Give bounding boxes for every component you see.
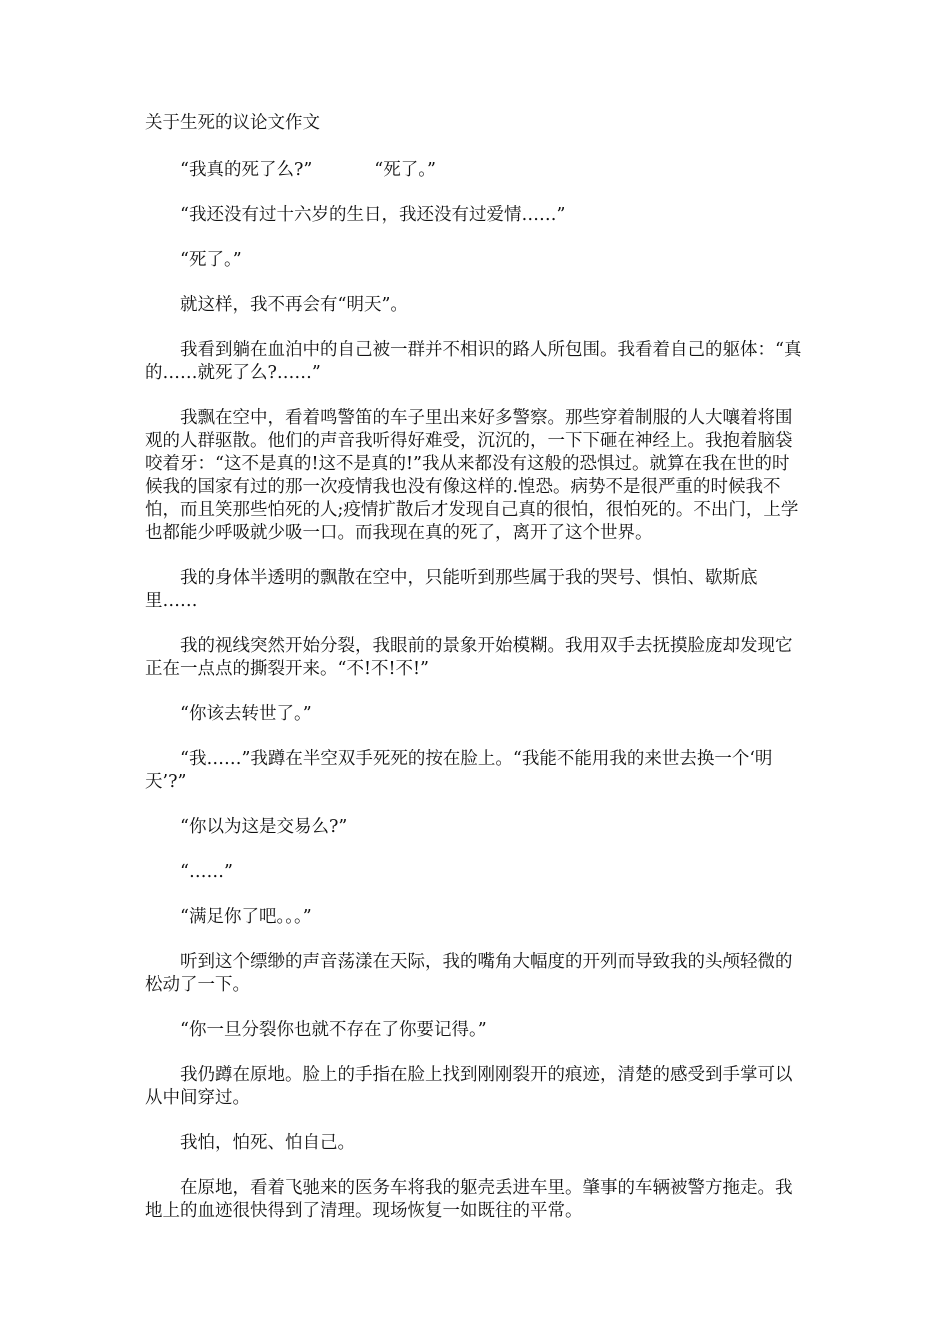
paragraph-16: 我仍蹲在原地。脸上的手指在脸上找到刚刚裂开的痕迹，清楚的感受到手掌可以从中间穿过。 xyxy=(145,1065,793,1108)
paragraph-5: 我看到躺在血泊中的自己被一群并不相识的路人所包围。我看着自己的躯体：“真的……就死了么?……” xyxy=(145,340,802,383)
dialogue-reply: “死了。” xyxy=(374,160,436,180)
paragraph-4: 就这样，我不再会有“明天”。 xyxy=(180,295,408,315)
document-body xyxy=(145,112,805,1245)
paragraph-14: 听到这个缥缈的声音荡漾在天际，我的嘴角大幅度的开列而导致我的头颅轻微的松动了一下。 xyxy=(145,952,793,995)
paragraph-8: 我的视线突然开始分裂，我眼前的景象开始模糊。我用双手去抚摸脸庞却发现它正在一点点的撕裂开来。“不!不!不!” xyxy=(145,636,793,679)
paragraph-10: “我……”我蹲在半空双手死死的按在脸上。“我能不能用我的来世去换一个‘明天’?” xyxy=(145,749,773,792)
paragraph-15: “你一旦分裂你也就不存在了你要记得。” xyxy=(180,1020,487,1040)
paragraph-7: 我的身体半透明的飘散在空中，只能听到那些属于我的哭号、惧怕、歇斯底里…… xyxy=(145,568,758,611)
paragraph-17: 我怕，怕死、怕自己。 xyxy=(180,1133,355,1153)
paragraph-6: 我飘在空中，看着鸣警笛的车子里出来好多警察。那些穿着制服的人大嚷着将围观的人群驱散。他们的声音我听得好难受，沉沉的，一下下砸在神经上。我抱着脑袋咬着牙：“这不是真的!这不是真的!”我从来都没有这般的恐惧过。就算在我在世的时候我的国家有过的那一次疫情我也没有像这样的.惶恐。病势不是很严重的时候我不怕，而且笑那些怕死的人;疫情扩散后才发现自己真的很怕，很怕死的。不出门，上学也都能少呼吸就少吸一口。而我现在真的死了，离开了这个世界。 xyxy=(145,408,799,543)
paragraph-13: “满足你了吧。。。” xyxy=(180,907,312,927)
paragraph-18: 在原地，看着飞驰来的医务车将我的躯壳丢进车里。肇事的车辆被警方拖走。我地上的血迹很快得到了清理。现场恢复一如既往的平常。 xyxy=(145,1178,793,1221)
document-title: 关于生死的议论文作文 xyxy=(145,113,320,133)
paragraph-9: “你该去转世了。” xyxy=(180,704,312,724)
paragraph-3: “死了。” xyxy=(180,250,242,270)
paragraph-1 xyxy=(145,159,805,182)
paragraph-11: “你以为这是交易么?” xyxy=(180,817,348,837)
paragraph-12: “……” xyxy=(180,862,233,882)
paragraph-2: “我还没有过十六岁的生日，我还没有过爱情……” xyxy=(180,205,566,225)
dialogue-line: “我真的死了么?” xyxy=(180,160,313,180)
